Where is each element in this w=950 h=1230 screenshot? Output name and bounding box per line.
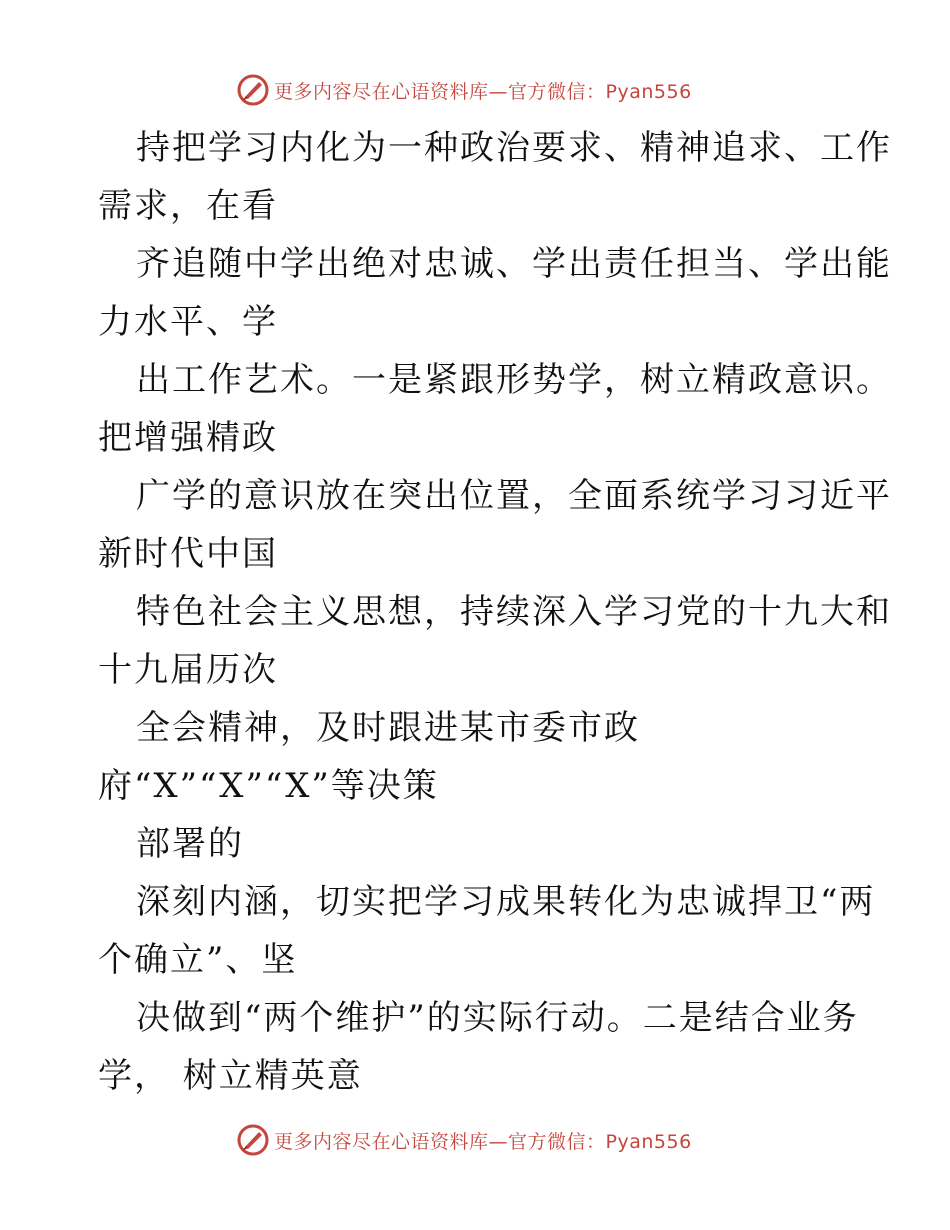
body-line: 新时代中国 (98, 534, 278, 574)
body-line: 十九届历次 (98, 650, 278, 690)
body-line: 持把学习内化为一种政治要求、精神追求、工作 (136, 128, 892, 168)
body-line: 力水平、学 (98, 302, 278, 342)
footer-watermark (236, 1122, 692, 1158)
body-line: 齐追随中学出绝对忠诚、学出责任担当、学出能 (136, 244, 892, 284)
body-line: 府“X”“X”“X”等决策 (98, 766, 439, 806)
pen-logo-icon (236, 1123, 270, 1157)
body-line: 全会精神，及时跟进某市委市政 (136, 708, 640, 748)
body-line: 特色社会主义思想，持续深入学习党的十九大和 (136, 592, 892, 632)
body-line: 部署的 (136, 824, 244, 864)
body-line: 广学的意识放在突出位置，全面系统学习习近平 (136, 476, 892, 516)
watermark-text: 更多内容尽在心语资料库—官方微信：Pyan556 (274, 80, 692, 103)
body-line: 深刻内涵，切实把学习成果转化为忠诚捍卫“两 (136, 882, 876, 922)
body-line: 学， 树立精英意 (98, 1056, 363, 1096)
watermark-text: 更多内容尽在心语资料库—官方微信：Pyan556 (274, 1130, 692, 1153)
body-line: 把增强精政 (98, 418, 278, 458)
body-line: 个确立”、坚 (98, 940, 298, 980)
body-line: 出工作艺术。一是紧跟形势学，树立精政意识。 (136, 360, 892, 400)
body-line: 决做到“两个维护”的实际行动。二是结合业务 (136, 998, 859, 1038)
body-line: 需求，在看 (98, 186, 278, 226)
